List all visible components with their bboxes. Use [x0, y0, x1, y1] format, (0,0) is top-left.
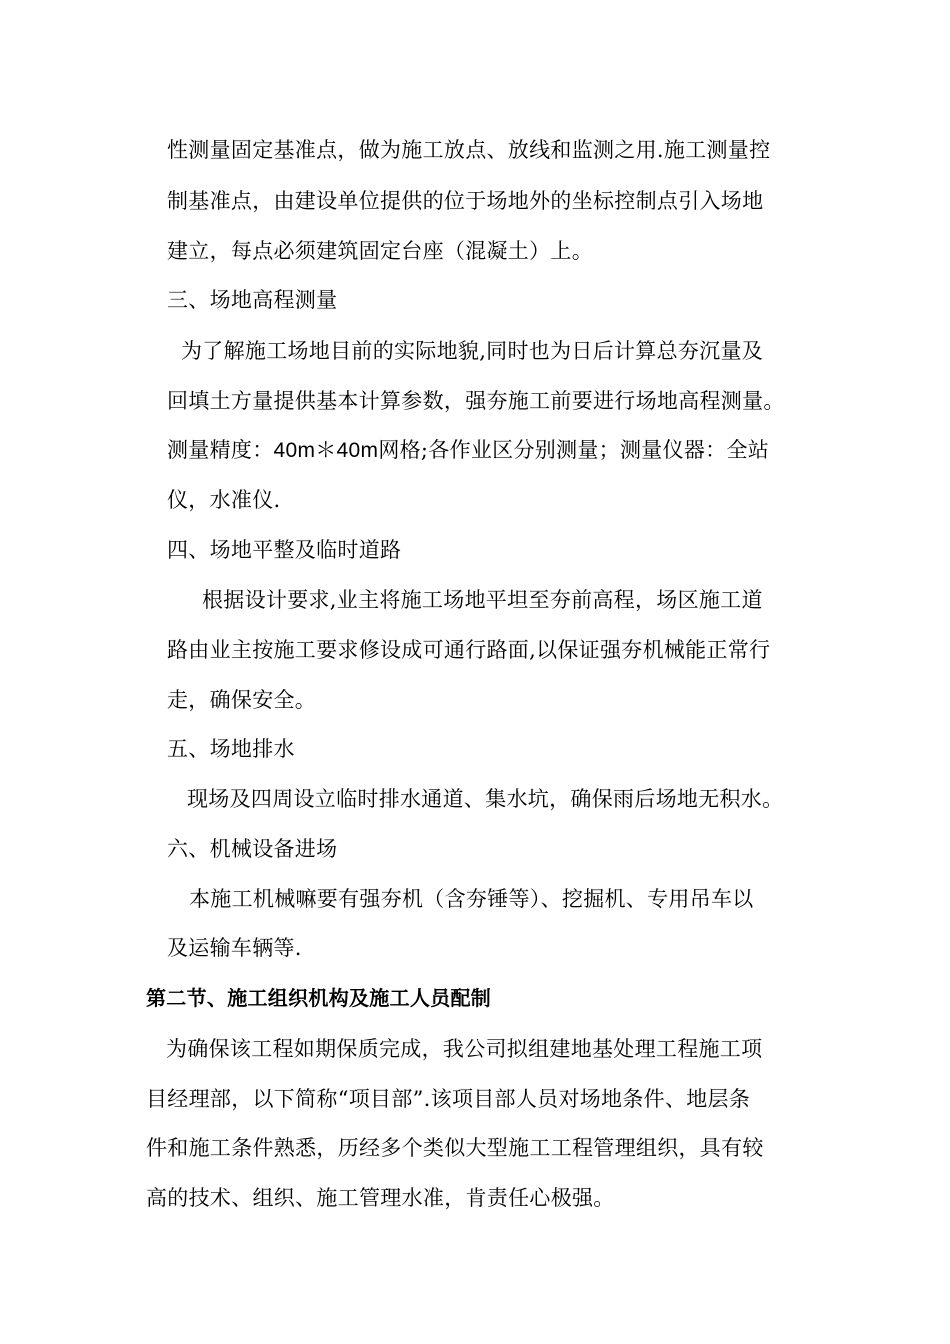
paragraph-line: 高的技术、组织、施工管理水准，肯责任心极强。 [146, 1186, 615, 1210]
paragraph-line: 根据设计要求,业主将施工场地平坦至夯前高程，场区施工道 [202, 588, 763, 612]
subheading-site-elevation: 三、场地高程测量 [167, 288, 338, 312]
paragraph-line: 件和施工条件熟悉，历经多个类似大型施工工程管理组织，具有较 [146, 1136, 764, 1160]
paragraph-line: 为了解施工场地目前的实际地貌,同时也为日后计算总夯沉量及 [181, 339, 764, 363]
paragraph-line: 制基准点，由建设单位提供的位于场地外的坐标控制点引入场地 [167, 189, 764, 213]
paragraph-line: 仪，水准仪. [167, 488, 281, 512]
paragraph-line: 建立，每点必须建筑固定台座（混凝土）上。 [167, 239, 593, 263]
paragraph-line: 为确保该工程如期保质完成，我公司拟组建地基处理工程施工项 [166, 1037, 763, 1061]
grid-spec: 40m＊40m [273, 439, 379, 462]
paragraph-line: 走，确保安全。 [167, 688, 317, 712]
paragraph-line: 现场及四周设立临时排水通道、集水坑，确保雨后场地无积水。 [187, 787, 784, 811]
paragraph-line: 性测量固定基准点，做为施工放点、放线和监测之用.施工测量控 [167, 138, 771, 162]
subheading-site-leveling: 四、场地平整及临时道路 [167, 538, 402, 562]
section-title: 第二节、施工组织机构及施工人员配制 [146, 986, 492, 1010]
subheading-site-drainage: 五、场地排水 [167, 737, 295, 761]
paragraph-line: 及运输车辆等. [167, 936, 302, 960]
paragraph-line: 路由业主按施工要求修设成可通行路面,以保证强夯机械能正常行 [167, 638, 771, 662]
text-run: 网格;各作业区分别测量；测量仪器：全站 [378, 438, 770, 462]
subheading-equipment-entry: 六、机械设备进场 [167, 837, 338, 861]
paragraph-line: 本施工机械嘛要有强夯机（含夯锤等）、挖掘机、专用吊车以 [189, 887, 754, 911]
paragraph-line: 回填土方量提供基本计算参数，强夯施工前要进行场地高程测量。 [167, 389, 785, 413]
text-run: 测量精度： [167, 438, 274, 462]
paragraph-line: 目经理部，以下简称“项目部”.该项目部人员对场地条件、地层条 [146, 1087, 751, 1111]
paragraph-line [167, 435, 769, 466]
